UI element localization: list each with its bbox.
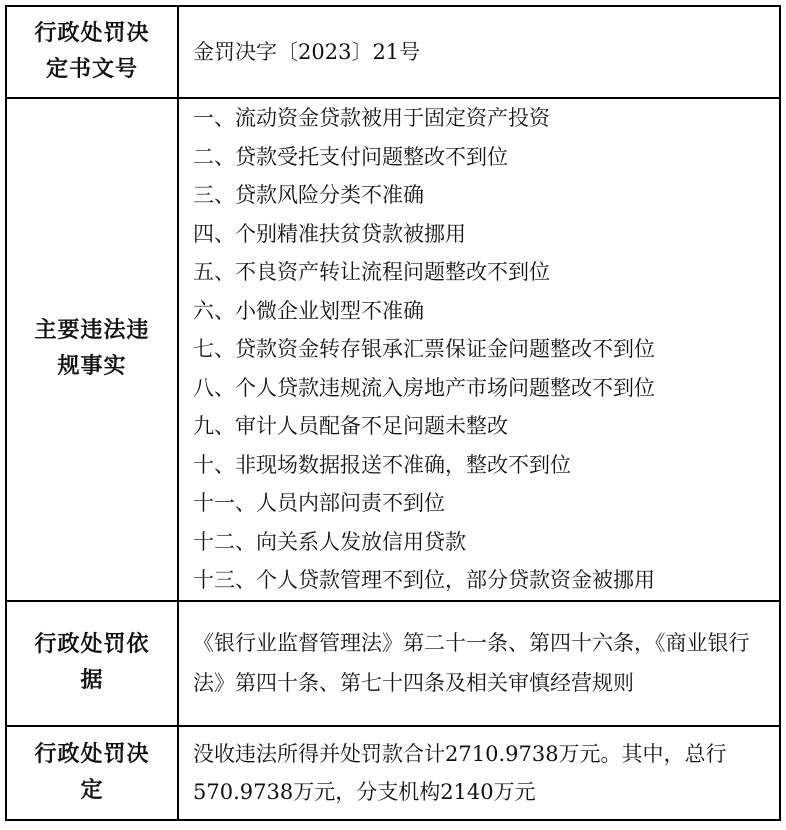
violations-list: [178, 98, 780, 601]
row-decision: [6, 726, 780, 820]
doc-number-value: 金罚决字〔2023〕21号: [178, 6, 780, 98]
doc-number-label: 行政处罚决定书文号: [34, 21, 150, 82]
violation-item: 十二、向关系人发放信用贷款: [193, 529, 466, 554]
row-basis: [6, 601, 780, 726]
violation-item: 四、个别精准扶贫贷款被挪用: [193, 221, 466, 246]
violation-item: 十、非现场数据报送不准确，整改不到位: [193, 452, 571, 477]
row-doc-number: [6, 6, 780, 98]
violation-item: 十三、个人贷款管理不到位，部分贷款资金被挪用: [193, 568, 655, 592]
violation-item: 八、个人贷款违规流入房地产市场问题整改不到位: [193, 375, 655, 400]
decision-label-cell: [6, 726, 178, 820]
doc-number-label-cell: [6, 6, 178, 98]
violation-item: 六、小微企业划型不准确: [193, 298, 424, 323]
violation-item: 五、不良资产转让流程问题整改不到位: [193, 260, 550, 284]
decision-value: 没收违法所得并处罚款合计2710.9738万元。其中，总行570.9738万元，分支机构2140万元: [178, 726, 780, 820]
basis-label: 行政处罚依据: [34, 632, 150, 693]
basis-label-cell: [6, 601, 178, 726]
violations-label-cell: [6, 98, 178, 601]
violation-item: 十一、人员内部问责不到位: [193, 491, 445, 515]
violation-item: 一、流动资金贷款被用于固定资产投资: [193, 106, 550, 130]
row-violations: [6, 98, 780, 601]
violation-item: 九、审计人员配备不足问题未整改: [193, 414, 508, 438]
violation-item: 七、贷款资金转存银承汇票保证金问题整改不到位: [193, 337, 655, 361]
basis-value: 《银行业监督管理法》第二十一条、第四十六条，《商业银行法》第四十条、第七十四条及相关审慎经营规则: [178, 601, 780, 726]
violation-item: 三、贷款风险分类不准确: [193, 183, 424, 207]
violations-label: 主要违法违规事实: [34, 318, 150, 380]
decision-label: 行政处罚决定: [34, 741, 150, 803]
violation-item: 二、贷款受托支付问题整改不到位: [193, 144, 508, 169]
penalty-table: [5, 5, 781, 821]
